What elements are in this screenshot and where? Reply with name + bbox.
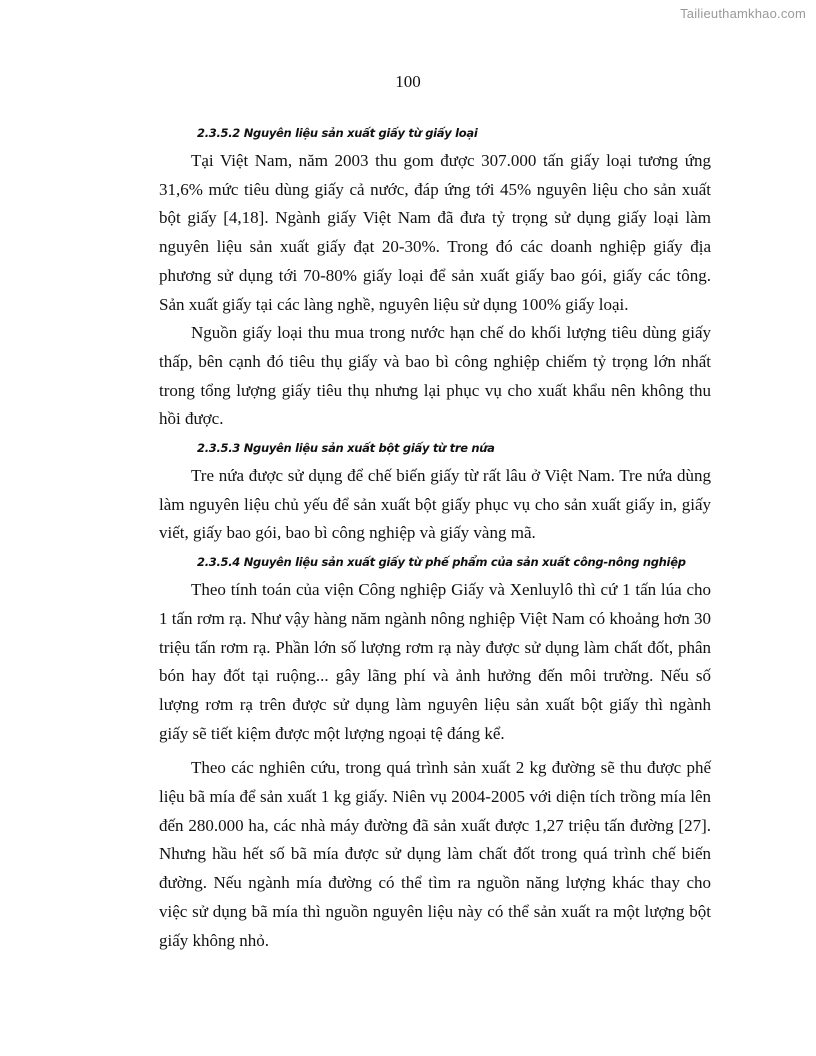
paragraph: Nguồn giấy loại thu mua trong nước hạn chế do khối lượng tiêu dùng giấy thấp, bên cạnh đó tiêu thụ giấy và bao bì công nghiệp chiếm tỷ trọng lớn nhất trong tổng lượng giấy tiêu thụ nhưng lại phục vụ cho xuất khẩu nên không thu hồi được. (159, 323, 711, 429)
page-number: 100 (395, 72, 421, 91)
paragraph: Theo tính toán của viện Công nghiệp Giấy và Xenluylô thì cứ 1 tấn lúa cho 1 tấn rơm rạ. Như vậy hàng năm ngành nông nghiệp Việt Nam có khoảng hơn 30 triệu tấn rơm rạ. Phần lớn số lượng rơm rạ này được sử dụng làm chất đốt, phân bón hay đốt tại ruộng... gây lãng phí và ảnh hưởng đến môi trường. Nếu số lượng rơm rạ trên được sử dụng làm nguyên liệu sản xuất bột giấy thì ngành giấy sẽ tiết kiệm được một lượng ngoại tệ đáng kể. (159, 580, 711, 743)
paragraph: Tại Việt Nam, năm 2003 thu gom được 307.000 tấn giấy loại tương ứng 31,6% mức tiêu dùng giấy cả nước, đáp ứng tới 45% nguyên liệu cho sản xuất bột giấy [4,18]. Ngành giấy Việt Nam đã đưa tỷ trọng sử dụng giấy loại làm nguyên liệu sản xuất giấy đạt 20-30%. Trong đó các doanh nghiệp giấy địa phương sử dụng tới 70-80% giấy loại để sản xuất giấy bao gói, giấy các tông. Sản xuất giấy tại các làng nghề, nguyên liệu sử dụng 100% giấy loại. (159, 151, 711, 314)
section-heading-2-3-5-4: 2.3.5.4 Nguyên liệu sản xuất giấy từ phế phẩm của sản xuất công-nông nghiệp (197, 555, 686, 570)
section-heading-2-3-5-3: 2.3.5.3 Nguyên liệu sản xuất bột giấy từ tre nứa (197, 441, 495, 456)
section-heading-2-3-5-2: 2.3.5.2 Nguyên liệu sản xuất giấy từ giấy loại (197, 126, 478, 140)
watermark: Tailieuthamkhao.com (680, 6, 806, 21)
paragraph: Theo các nghiên cứu, trong quá trình sản xuất 2 kg đường sẽ thu được phế liệu bã mía để sản xuất 1 kg giấy. Niên vụ 2004-2005 với diện tích trồng mía lên đến 280.000 ha, các nhà máy đường đã sản xuất được 1,27 triệu tấn đường [27]. Nhưng hầu hết số bã mía được sử dụng làm chất đốt trong quá trình chế biến đường. Nếu ngành mía đường có thể tìm ra nguồn năng lượng khác thay cho việc sử dụng bã mía thì nguồn nguyên liệu này có thể sản xuất ra một lượng bột giấy không nhỏ. (159, 758, 711, 950)
paragraph: Tre nứa được sử dụng để chế biến giấy từ rất lâu ở Việt Nam. Tre nứa dùng làm nguyên liệu chủ yếu để sản xuất bột giấy phục vụ cho sản xuất giấy in, giấy viết, giấy bao gói, bao bì công nghiệp và giấy vàng mã. (159, 466, 711, 543)
document-body (159, 119, 711, 955)
